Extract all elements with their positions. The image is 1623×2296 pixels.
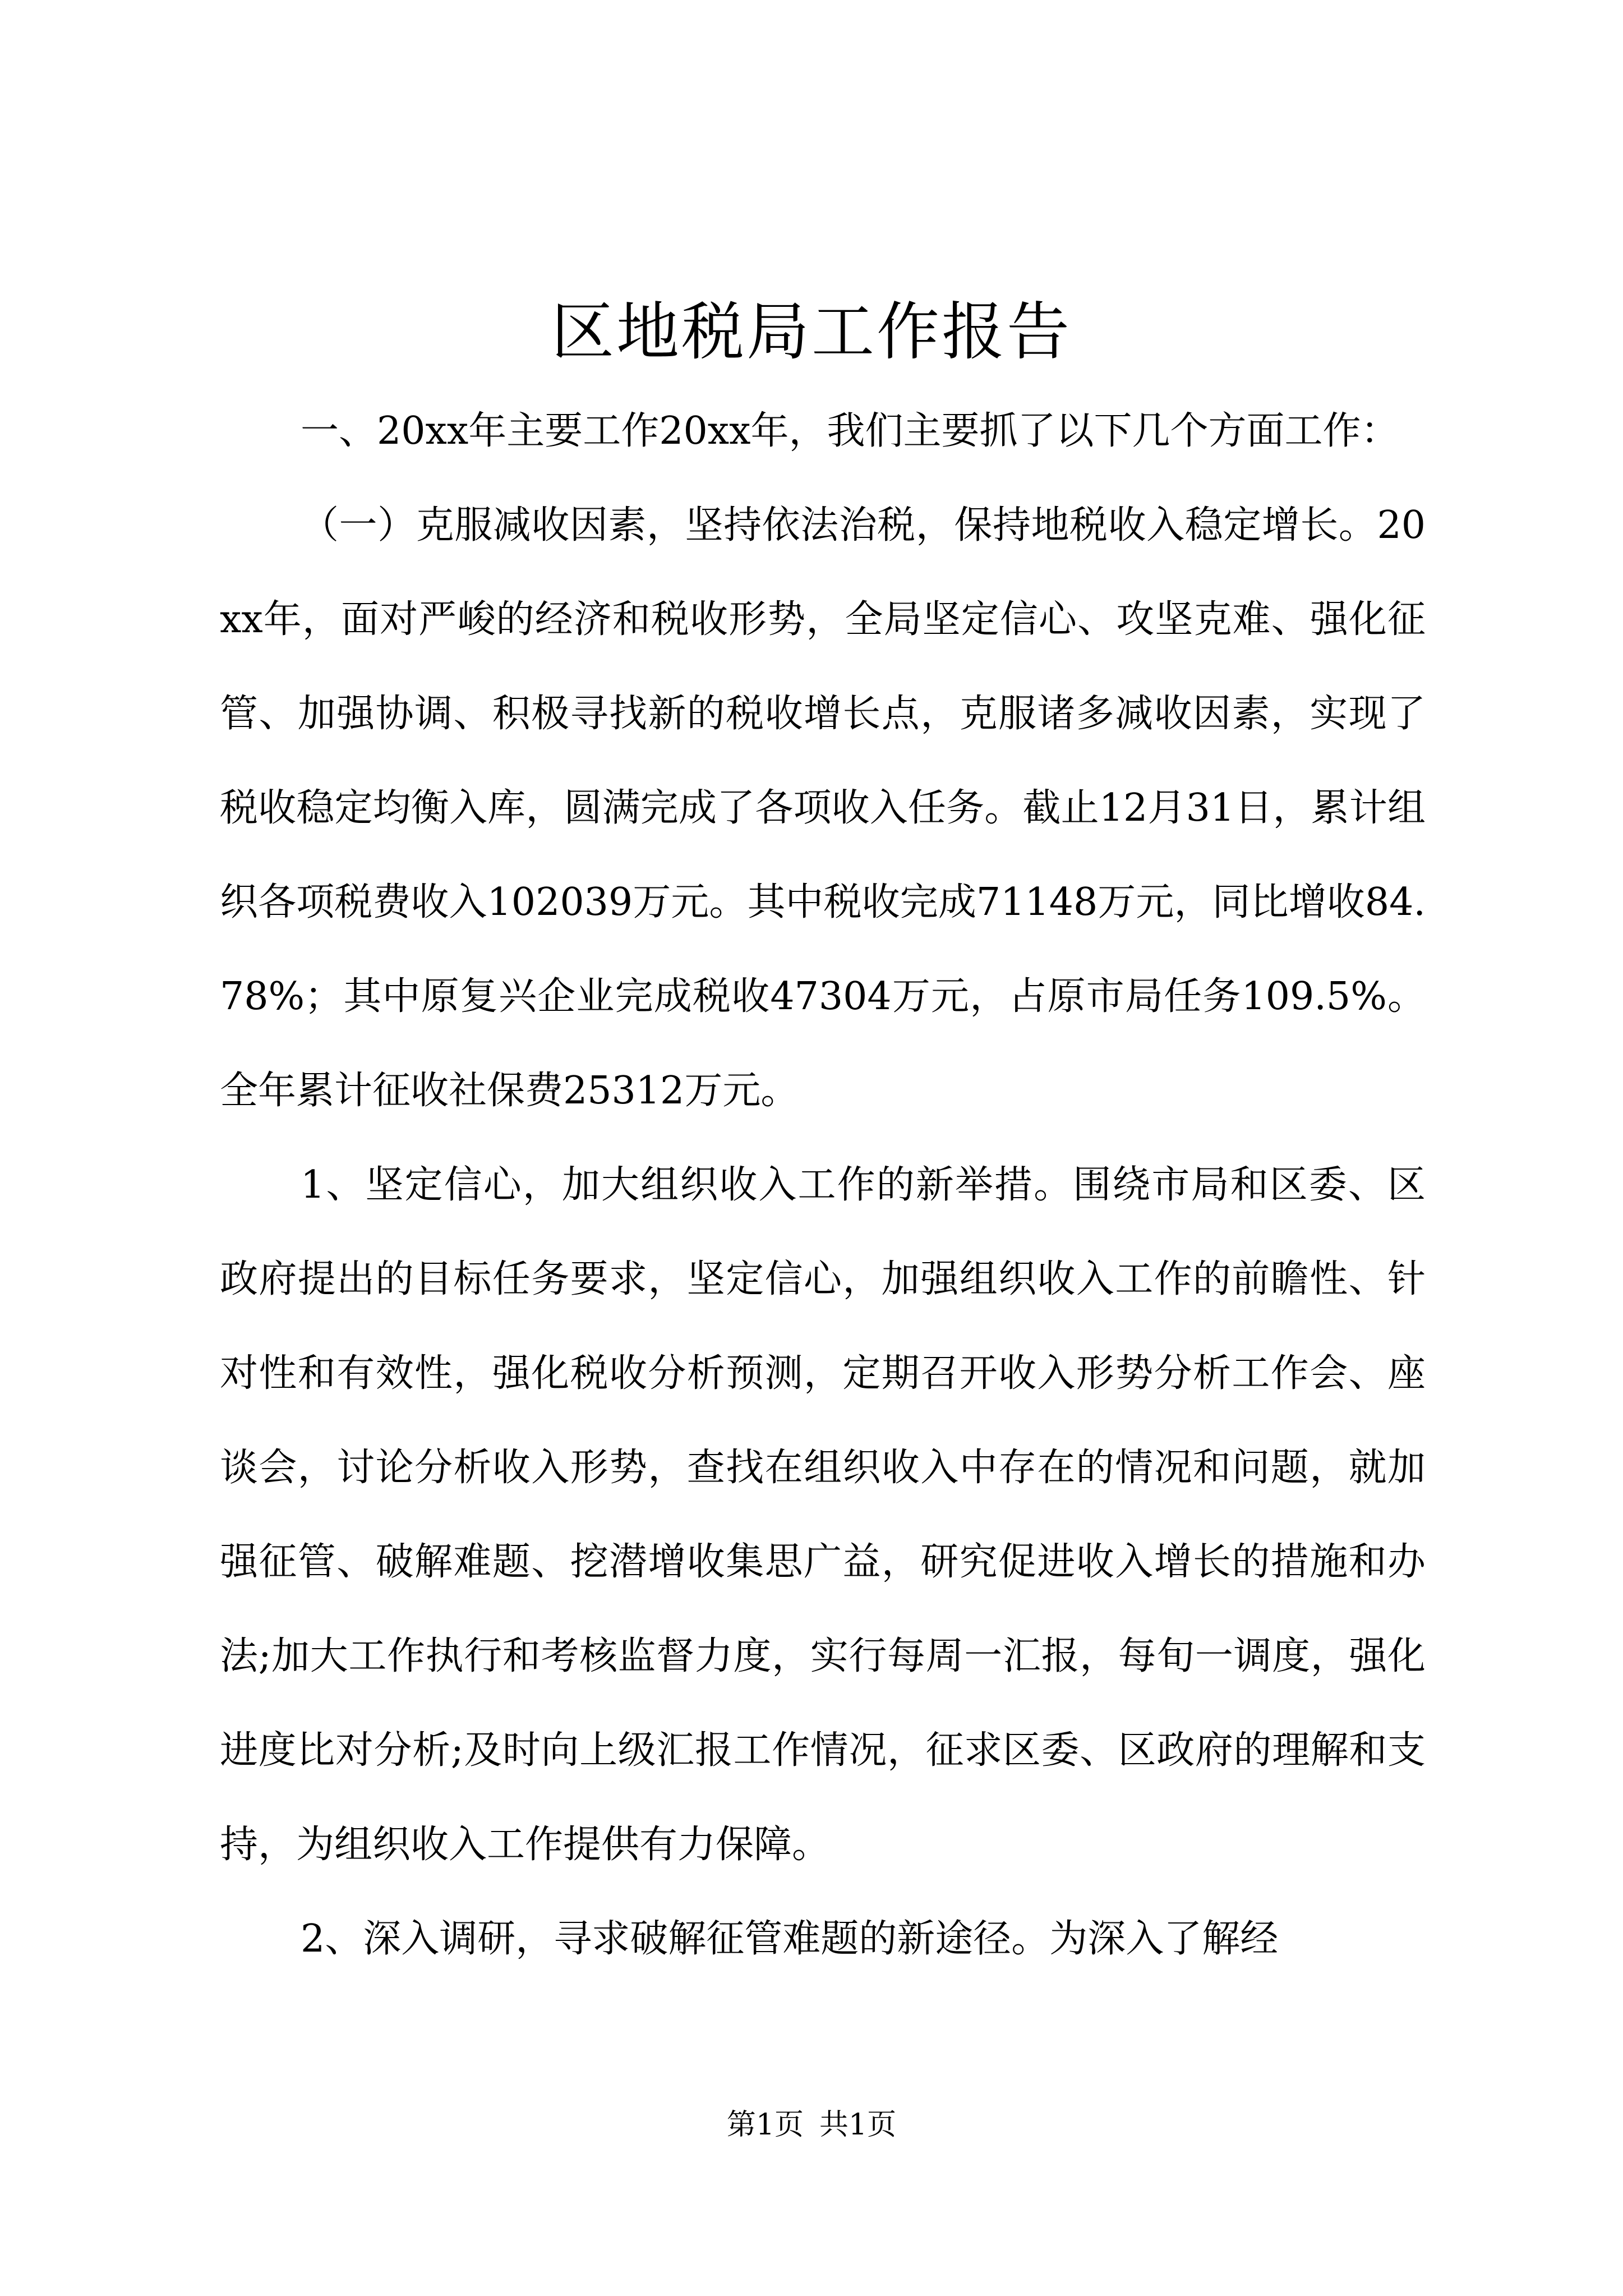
page-total: 共1页 bbox=[819, 2108, 897, 2142]
document-title: 区地税局工作报告 bbox=[551, 296, 1072, 369]
page-number: 第1页 bbox=[726, 2108, 804, 2142]
paragraph-item-1: 1、坚定信心，加大组织收入工作的新举措。围绕市局和区委、区政府提出的目标任务要求，坚定信心，加强组织收入工作的前瞻性、针对性和有效性，强化税收分析预测，定期召开收入形势分析工作会、座谈会，讨论分析收入形势，查找在组织收入中存在的情况和问题，就加强征管、破解难题、挖潜增收集思广益，研究促进收入增长的措施和办法;加大工作执行和考核监督力度，实行每周一汇报，每旬一调度，强化进度比对分析;及时向上级汇报工作情况，征求区委、区政府的理解和支持，为组织收入工作提供有力保障。 bbox=[220, 1163, 1426, 1867]
paragraph-item-2: 2、深入调研，寻求破解征管难题的新途径。为深入了解经 bbox=[301, 1917, 1279, 1961]
document-body bbox=[220, 384, 1426, 1986]
paragraph-section-1: （一）克服减收因素，坚持依法治税，保持地税收入稳定增长。20xx年，面对严峻的经济和税收形势，全局坚定信心、攻坚克难、强化征管、加强协调、积极寻找新的税收增长点，克服诸多减收因素，实现了税收稳定均衡入库，圆满完成了各项收入任务。截止12月31日，累计组织各项税费收入102039万元。其中税收完成71148万元，同比增收84.78%；其中原复兴企业完成税收47304万元，占原市局任务109.5%。全年累计征收社保费25312万元。 bbox=[220, 503, 1426, 1113]
page-footer bbox=[0, 2102, 1623, 2147]
paragraph-intro: 一、20xx年主要工作20xx年，我们主要抓了以下几个方面工作： bbox=[301, 409, 1399, 453]
